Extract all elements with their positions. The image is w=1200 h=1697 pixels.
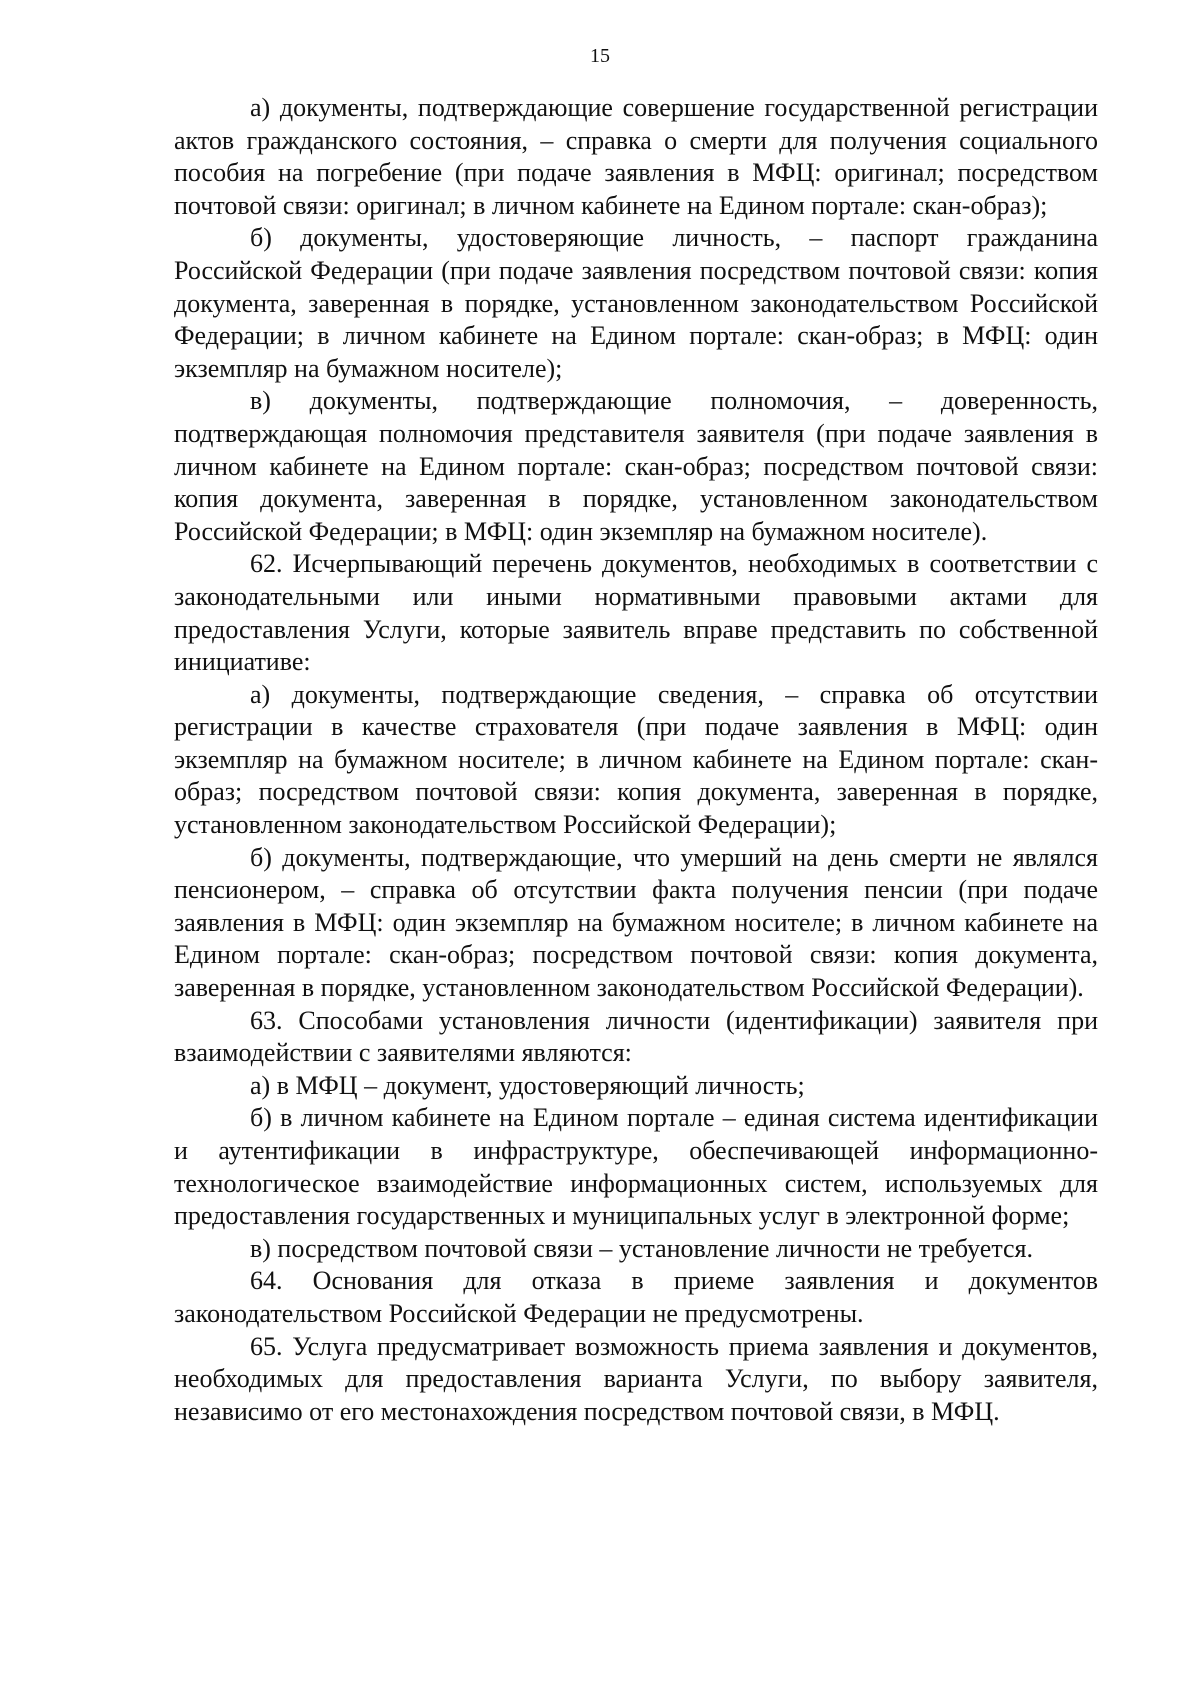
page-number: 15 — [590, 45, 610, 67]
paragraph-64: 64. Основания для отказа в приеме заявления и документов законодательством Российской Федерации не предусмотрены. — [174, 1266, 1098, 1328]
paragraph-61-b: б) документы, удостоверяющие личность, – паспорт гражданина Российской Федерации (при подаче заявления посредством почтовой связи: копия документа, заверенная в порядке, установленном законодательством Российской Федерации; в личном кабинете на Едином портале: скан-образ; в МФЦ: один экземпляр на бумажном носителе); — [174, 223, 1098, 383]
paragraph-62-a: а) документы, подтверждающие сведения, – справка об отсутствии регистрации в качестве страхователя (при подаче заявления в МФЦ: один экземпляр на бумажном носителе; в личном кабинете на Едином портале: скан-образ; посредством почтовой связи: копия документа, заверенная в порядке, установленном законодательством Российской Федерации); — [174, 679, 1098, 840]
paragraph-61-a: а) документы, подтверждающие совершение государственной регистрации актов гражданского состояния, – справка о смерти для получения социального пособия на погребение (при подаче заявления в МФЦ: оригинал; посредством почтовой связи: оригинал; в личном кабинете на Едином портале: скан-образ); — [174, 93, 1098, 220]
paragraph-61-v: в) документы, подтверждающие полномочия, – доверенность, подтверждающая полномочия представителя заявителя (при подаче заявления в личном кабинете на Едином портале: скан-образ; посредством почтовой связи: копия документа, заверенная в порядке, установленном законодательством Российской Федерации; в МФЦ: один экземпляр на бумажном носителе). — [174, 386, 1098, 546]
document-body — [174, 92, 1098, 1428]
paragraph-62-b: б) документы, подтверждающие, что умерший на день смерти не являлся пенсионером, – справка об отсутствии факта получения пенсии (при подаче заявления в МФЦ: один экземпляр на бумажном носителе; в личном кабинете на Едином портале: скан-образ; посредством почтовой связи: копия документа, заверенная в порядке, установленном законодательством Российской Федерации). — [174, 842, 1098, 1003]
paragraph-63-v: в) посредством почтовой связи – установление личности не требуется. — [250, 1233, 1034, 1263]
paragraph-65: 65. Услуга предусматривает возможность приема заявления и документов, необходимых для предоставления варианта Услуги, по выбору заявителя, независимо от его местонахождения посредством почтовой связи, в МФЦ. — [174, 1331, 1098, 1426]
paragraph-63-b: б) в личном кабинете на Едином портале – единая система идентификации и аутентификации в инфраструктуре, обеспечивающей информационно-технологическое взаимодействие информационных систем, используемых для предоставления государственных и муниципальных услуг в электронной форме; — [174, 1103, 1098, 1231]
paragraph-63: 63. Способами установления личности (идентификации) заявителя при взаимодействии с заявителями являются: — [174, 1005, 1098, 1068]
paragraph-62: 62. Исчерпывающий перечень документов, необходимых в соответствии с законодательными или иными нормативными правовыми актами для предоставления Услуги, которые заявитель вправе представить по собственной инициативе: — [174, 549, 1098, 677]
paragraph-63-a: а) в МФЦ – документ, удостоверяющий личность; — [250, 1070, 805, 1100]
